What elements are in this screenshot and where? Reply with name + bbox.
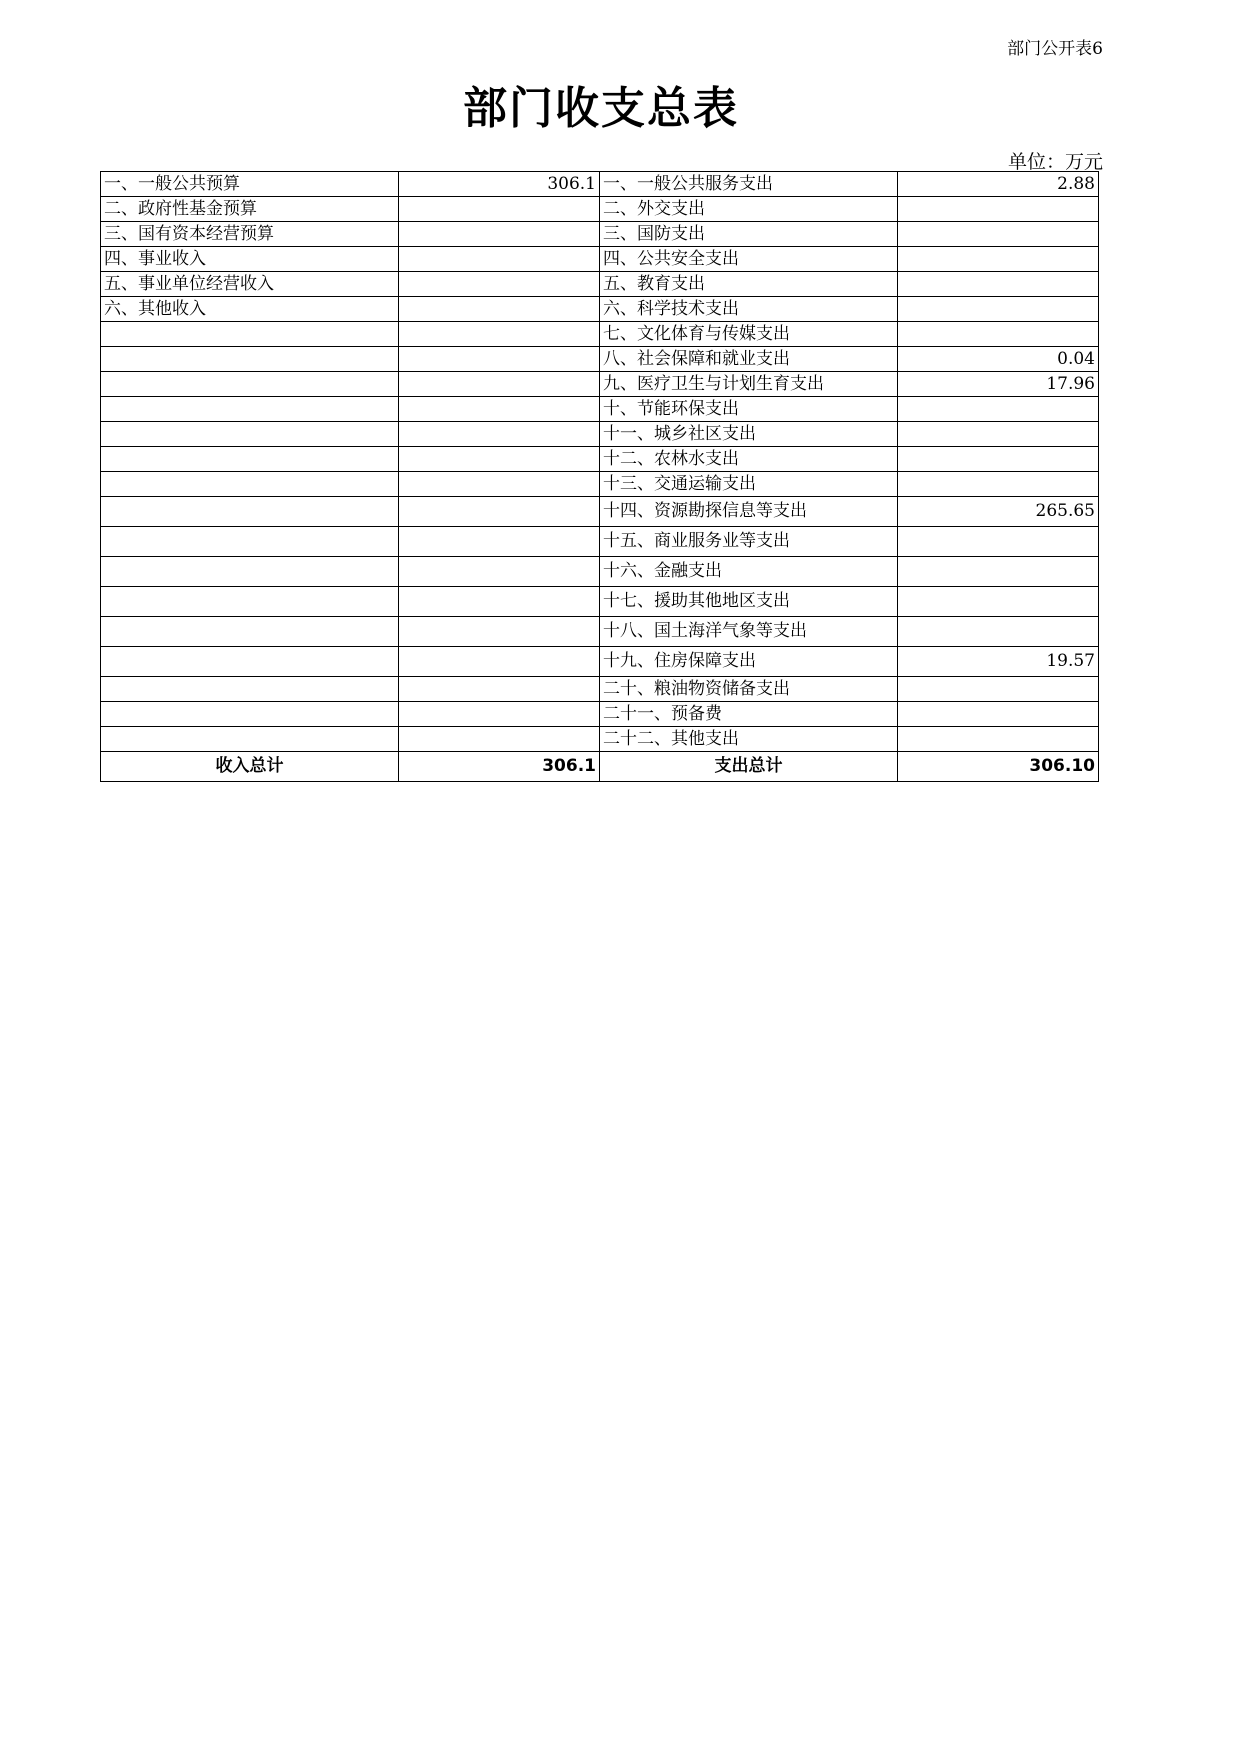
income-label-cell	[101, 322, 399, 347]
expense-label-cell: 十三、交通运输支出	[600, 472, 898, 497]
expense-value-cell: 265.65	[898, 497, 1099, 527]
table-row	[101, 557, 1099, 587]
expense-label-cell: 二十二、其他支出	[600, 727, 898, 752]
expense-value-cell	[898, 197, 1099, 222]
expense-label-cell: 五、教育支出	[600, 272, 898, 297]
expense-value-cell	[898, 397, 1099, 422]
income-value-cell	[399, 447, 600, 472]
income-label-cell	[101, 647, 399, 677]
income-value-cell	[399, 472, 600, 497]
expense-value-cell	[898, 422, 1099, 447]
income-label-cell: 三、国有资本经营预算	[101, 222, 399, 247]
expense-label-cell: 二十一、预备费	[600, 702, 898, 727]
table-row	[101, 297, 1099, 322]
table-row	[101, 472, 1099, 497]
expense-label-cell: 十一、城乡社区支出	[600, 422, 898, 447]
table-row	[101, 617, 1099, 647]
table-row	[101, 372, 1099, 397]
expense-total-value: 306.10	[898, 752, 1099, 782]
expense-label-cell: 十四、资源勘探信息等支出	[600, 497, 898, 527]
income-value-cell: 306.1	[399, 172, 600, 197]
expense-value-cell	[898, 272, 1099, 297]
totals-row	[101, 752, 1099, 782]
table-row	[101, 222, 1099, 247]
income-value-cell	[399, 587, 600, 617]
income-value-cell	[399, 422, 600, 447]
table-row	[101, 172, 1099, 197]
expense-value-cell	[898, 297, 1099, 322]
budget-table	[100, 171, 1099, 782]
income-value-cell	[399, 347, 600, 372]
income-value-cell	[399, 647, 600, 677]
table-row	[101, 702, 1099, 727]
income-label-cell: 一、一般公共预算	[101, 172, 399, 197]
income-value-cell	[399, 372, 600, 397]
table-code: 部门公开表6	[1007, 39, 1103, 59]
expense-value-cell	[898, 222, 1099, 247]
table-row	[101, 587, 1099, 617]
expense-label-cell: 十七、援助其他地区支出	[600, 587, 898, 617]
table-row	[101, 527, 1099, 557]
income-label-cell: 四、事业收入	[101, 247, 399, 272]
page-title: 部门收支总表	[463, 83, 739, 134]
income-label-cell	[101, 557, 399, 587]
income-value-cell	[399, 322, 600, 347]
expense-label-cell: 十九、住房保障支出	[600, 647, 898, 677]
income-label-cell	[101, 497, 399, 527]
table-row	[101, 647, 1099, 677]
expense-value-cell	[898, 472, 1099, 497]
income-total-label: 收入总计	[101, 752, 399, 782]
table-row	[101, 197, 1099, 222]
table-row	[101, 247, 1099, 272]
income-label-cell	[101, 527, 399, 557]
expense-label-cell: 十六、金融支出	[600, 557, 898, 587]
unit-label: 单位：万元	[1007, 151, 1103, 173]
income-value-cell	[399, 247, 600, 272]
expense-label-cell: 九、医疗卫生与计划生育支出	[600, 372, 898, 397]
income-value-cell	[399, 272, 600, 297]
income-value-cell	[399, 557, 600, 587]
expense-value-cell	[898, 587, 1099, 617]
table-row	[101, 447, 1099, 472]
income-total-value: 306.1	[399, 752, 600, 782]
expense-value-cell: 2.88	[898, 172, 1099, 197]
expense-label-cell: 十八、国土海洋气象等支出	[600, 617, 898, 647]
budget-table-body	[101, 172, 1099, 752]
expense-value-cell	[898, 677, 1099, 702]
income-value-cell	[399, 702, 600, 727]
expense-value-cell	[898, 247, 1099, 272]
expense-value-cell	[898, 527, 1099, 557]
expense-label-cell: 六、科学技术支出	[600, 297, 898, 322]
expense-value-cell	[898, 617, 1099, 647]
table-row	[101, 322, 1099, 347]
table-row	[101, 272, 1099, 297]
income-value-cell	[399, 222, 600, 247]
income-value-cell	[399, 197, 600, 222]
income-label-cell	[101, 472, 399, 497]
income-value-cell	[399, 617, 600, 647]
expense-value-cell	[898, 557, 1099, 587]
expense-value-cell	[898, 322, 1099, 347]
income-value-cell	[399, 527, 600, 557]
table-row	[101, 422, 1099, 447]
income-label-cell	[101, 447, 399, 472]
expense-label-cell: 十五、商业服务业等支出	[600, 527, 898, 557]
table-row	[101, 397, 1099, 422]
expense-label-cell: 一、一般公共服务支出	[600, 172, 898, 197]
table-row	[101, 497, 1099, 527]
expense-label-cell: 八、社会保障和就业支出	[600, 347, 898, 372]
expense-label-cell: 三、国防支出	[600, 222, 898, 247]
expense-label-cell: 七、文化体育与传媒支出	[600, 322, 898, 347]
table-row	[101, 677, 1099, 702]
expense-label-cell: 十、节能环保支出	[600, 397, 898, 422]
expense-value-cell: 17.96	[898, 372, 1099, 397]
expense-value-cell	[898, 727, 1099, 752]
income-value-cell	[399, 397, 600, 422]
income-value-cell	[399, 297, 600, 322]
expense-label-cell: 十二、农林水支出	[600, 447, 898, 472]
income-label-cell: 二、政府性基金预算	[101, 197, 399, 222]
income-value-cell	[399, 677, 600, 702]
income-value-cell	[399, 497, 600, 527]
income-label-cell	[101, 422, 399, 447]
expense-value-cell	[898, 447, 1099, 472]
income-label-cell	[101, 397, 399, 422]
income-label-cell	[101, 727, 399, 752]
income-label-cell	[101, 677, 399, 702]
expense-value-cell: 19.57	[898, 647, 1099, 677]
income-label-cell	[101, 347, 399, 372]
income-label-cell	[101, 617, 399, 647]
expense-value-cell: 0.04	[898, 347, 1099, 372]
table-row	[101, 727, 1099, 752]
income-value-cell	[399, 727, 600, 752]
income-label-cell	[101, 372, 399, 397]
expense-label-cell: 四、公共安全支出	[600, 247, 898, 272]
income-label-cell	[101, 587, 399, 617]
expense-label-cell: 二十、粮油物资储备支出	[600, 677, 898, 702]
income-label-cell	[101, 702, 399, 727]
expense-total-label: 支出总计	[600, 752, 898, 782]
table-row	[101, 347, 1099, 372]
income-label-cell: 五、事业单位经营收入	[101, 272, 399, 297]
income-label-cell: 六、其他收入	[101, 297, 399, 322]
expense-value-cell	[898, 702, 1099, 727]
expense-label-cell: 二、外交支出	[600, 197, 898, 222]
